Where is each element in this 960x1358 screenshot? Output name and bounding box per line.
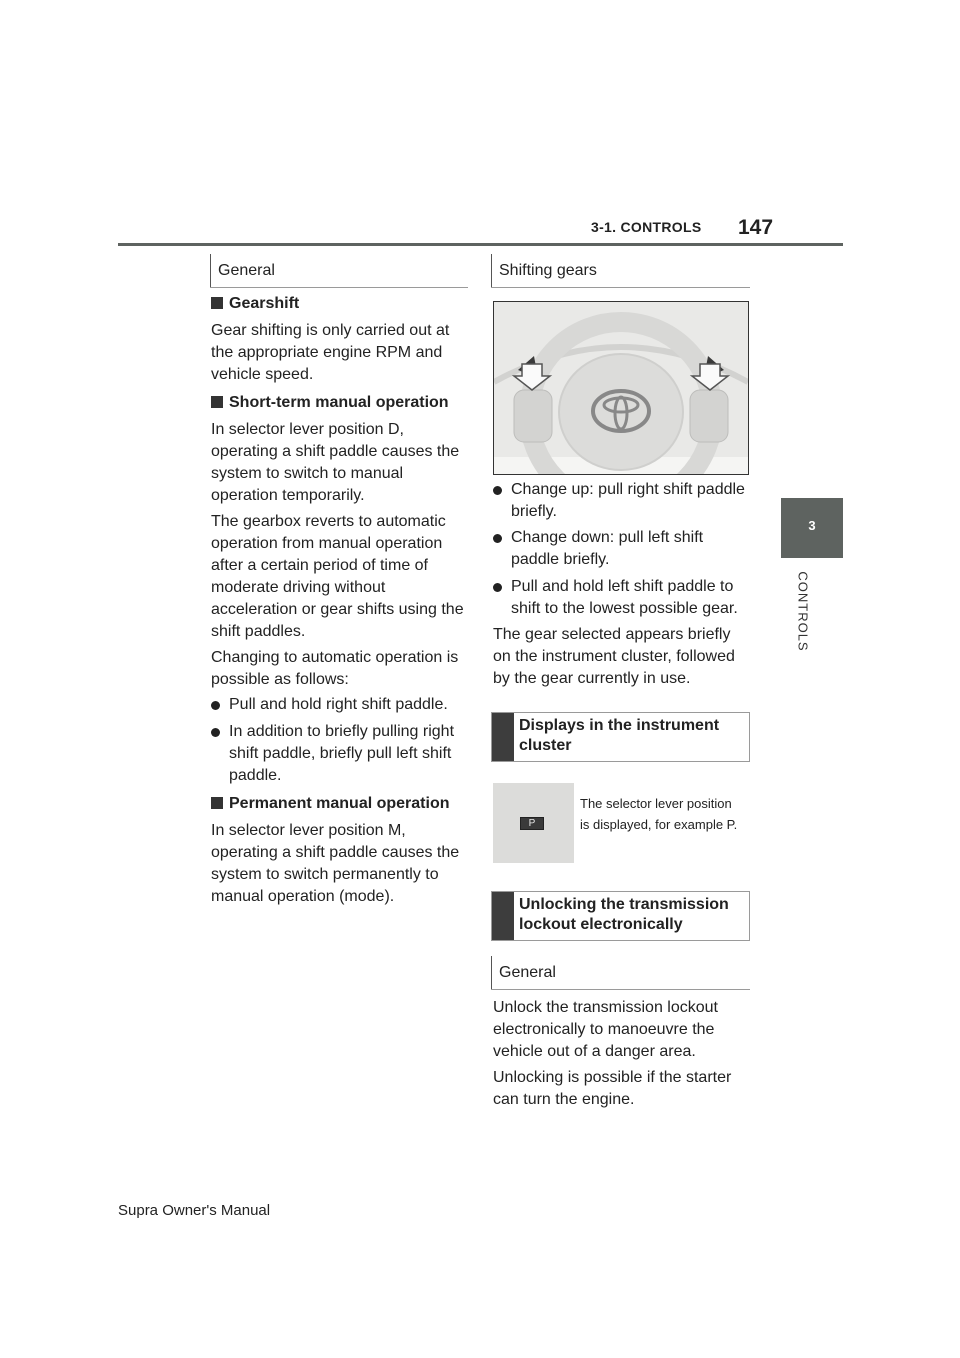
page-number: 147 xyxy=(738,216,774,239)
bullet-dot-icon xyxy=(211,701,220,710)
subheading-permanent: Permanent manual operation xyxy=(211,793,450,815)
gear-display-image xyxy=(493,783,574,863)
unlock-text-2: Unlocking is possible if the starter can turn the engine. xyxy=(493,1069,732,1108)
bullet-dot-icon xyxy=(493,534,502,543)
square-bullet-icon xyxy=(211,396,223,408)
section-title: 3-1. CONTROLS xyxy=(591,219,702,235)
bullet-dot-icon xyxy=(211,728,220,737)
chapter-tab xyxy=(781,498,843,558)
permanent-text: In selector lever position M, operating a shift paddle causes the system to switch permanently to manual operation (mode). xyxy=(211,822,460,905)
unlock-text-1: Unlock the transmission lockout electronically to manoeuvre the vehicle out of a danger area. xyxy=(493,999,718,1060)
steering-wheel-illustration xyxy=(493,301,749,475)
section-label-rule xyxy=(491,989,750,990)
list-item: Change down: pull left shift paddle briefly. xyxy=(493,527,750,571)
header-rule xyxy=(118,243,843,246)
subheading-short-term: Short-term manual operation xyxy=(211,392,449,414)
gear-p-icon: P xyxy=(520,817,544,830)
section-label-bar xyxy=(491,956,492,990)
section-label-general: General xyxy=(218,262,275,279)
section-label-rule xyxy=(491,287,750,288)
section-label-shifting-gears: Shifting gears xyxy=(499,262,597,279)
subheading-gearshift: Gearshift xyxy=(211,293,299,315)
section-label-bar xyxy=(210,254,211,288)
chapter-number: 3 xyxy=(808,518,816,533)
short-term-text-2: The gearbox reverts to automatic operation from manual operation after a certain period of time of moderate driving without acceleration or gear shifts using the shift paddles. xyxy=(211,513,464,640)
chapter-tab-label: CONTROLS xyxy=(795,571,811,652)
bullet-dot-icon xyxy=(493,583,502,592)
short-term-text-3: Changing to automatic operation is possible as follows: xyxy=(211,649,459,688)
gear-note-text: The gear selected appears briefly on the instrument cluster, followed by the gear currently in use. xyxy=(493,626,735,687)
box-heading-unlocking: Unlocking the transmission lockout electronically xyxy=(491,891,750,941)
short-term-text-1: In selector lever position D, operating a shift paddle causes the system to switch to manual operation temporarily. xyxy=(211,421,460,504)
footer-manual-name: Supra Owner's Manual xyxy=(118,1202,271,1219)
list-item: Pull and hold left shift paddle to shift to the lowest possible gear. xyxy=(493,576,750,620)
section-label-general-2: General xyxy=(499,964,556,981)
steering-wheel-drawing xyxy=(494,302,748,474)
running-header xyxy=(583,216,783,246)
display-caption: The selector lever position is displayed, for example P. xyxy=(580,796,738,832)
section-label-bar xyxy=(491,254,492,288)
list-item: Pull and hold right shift paddle. xyxy=(211,694,469,716)
section-label-rule xyxy=(210,287,468,288)
gearshift-text: Gear shifting is only carried out at the appropriate engine RPM and vehicle speed. xyxy=(211,322,450,383)
bullet-dot-icon xyxy=(493,486,502,495)
square-bullet-icon xyxy=(211,797,223,809)
box-heading-displays: Displays in the instrument cluster xyxy=(491,712,750,762)
square-bullet-icon xyxy=(211,297,223,309)
list-item: Change up: pull right shift paddle briefly. xyxy=(493,479,750,523)
list-item: In addition to briefly pulling right shift paddle, briefly pull left shift paddle. xyxy=(211,721,469,787)
